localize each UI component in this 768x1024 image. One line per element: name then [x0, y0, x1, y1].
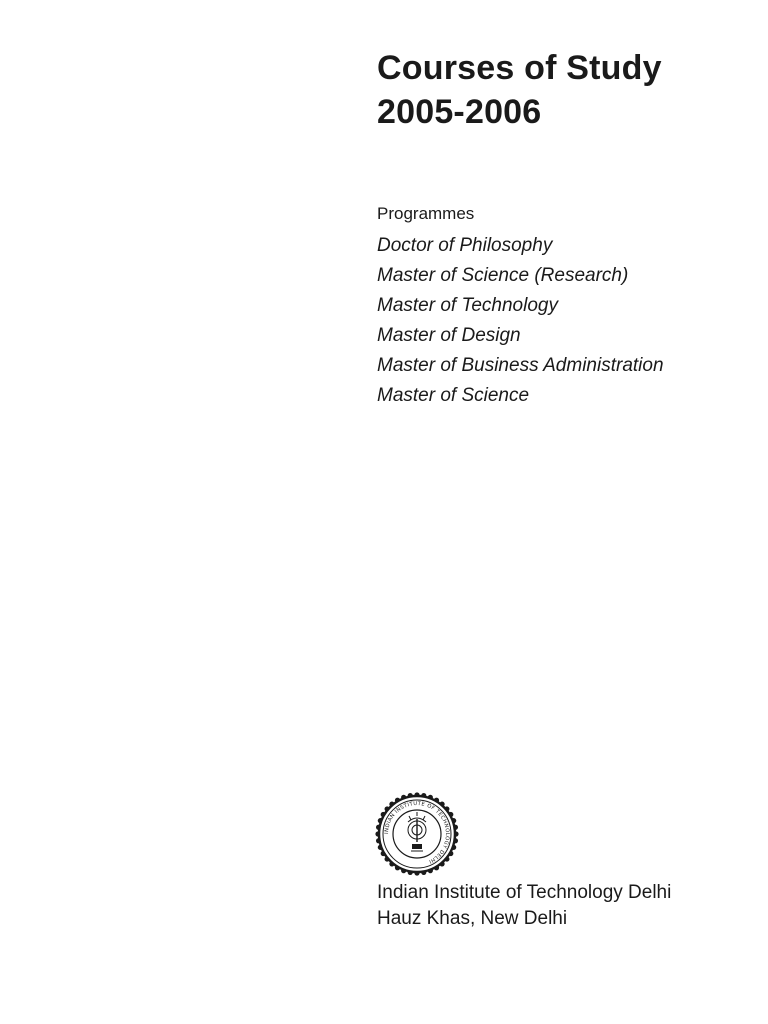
programme-item: Master of Design [377, 325, 521, 346]
iit-delhi-seal-icon [375, 792, 459, 876]
institution-address [377, 880, 671, 932]
document-title [377, 46, 662, 134]
title-line-1: Courses of Study [377, 49, 662, 87]
title-line-2: 2005-2006 [377, 93, 542, 131]
institution-name: Indian Institute of Technology Delhi [377, 882, 672, 903]
programme-item: Master of Science (Research) [377, 265, 629, 286]
svg-text:INDIAN INSTITUTE OF TECHNOLOGY: INDIAN INSTITUTE OF TECHNOLOGY DELHI [383, 800, 451, 865]
programmes-heading: Programmes [377, 204, 475, 223]
programme-list [377, 231, 664, 411]
programme-item: Master of Business Administration [377, 355, 664, 376]
programme-item: Master of Technology [377, 295, 558, 316]
programme-item: Master of Science [377, 385, 530, 406]
institution-location: Hauz Khas, New Delhi [377, 908, 568, 929]
programme-item: Doctor of Philosophy [377, 235, 553, 256]
